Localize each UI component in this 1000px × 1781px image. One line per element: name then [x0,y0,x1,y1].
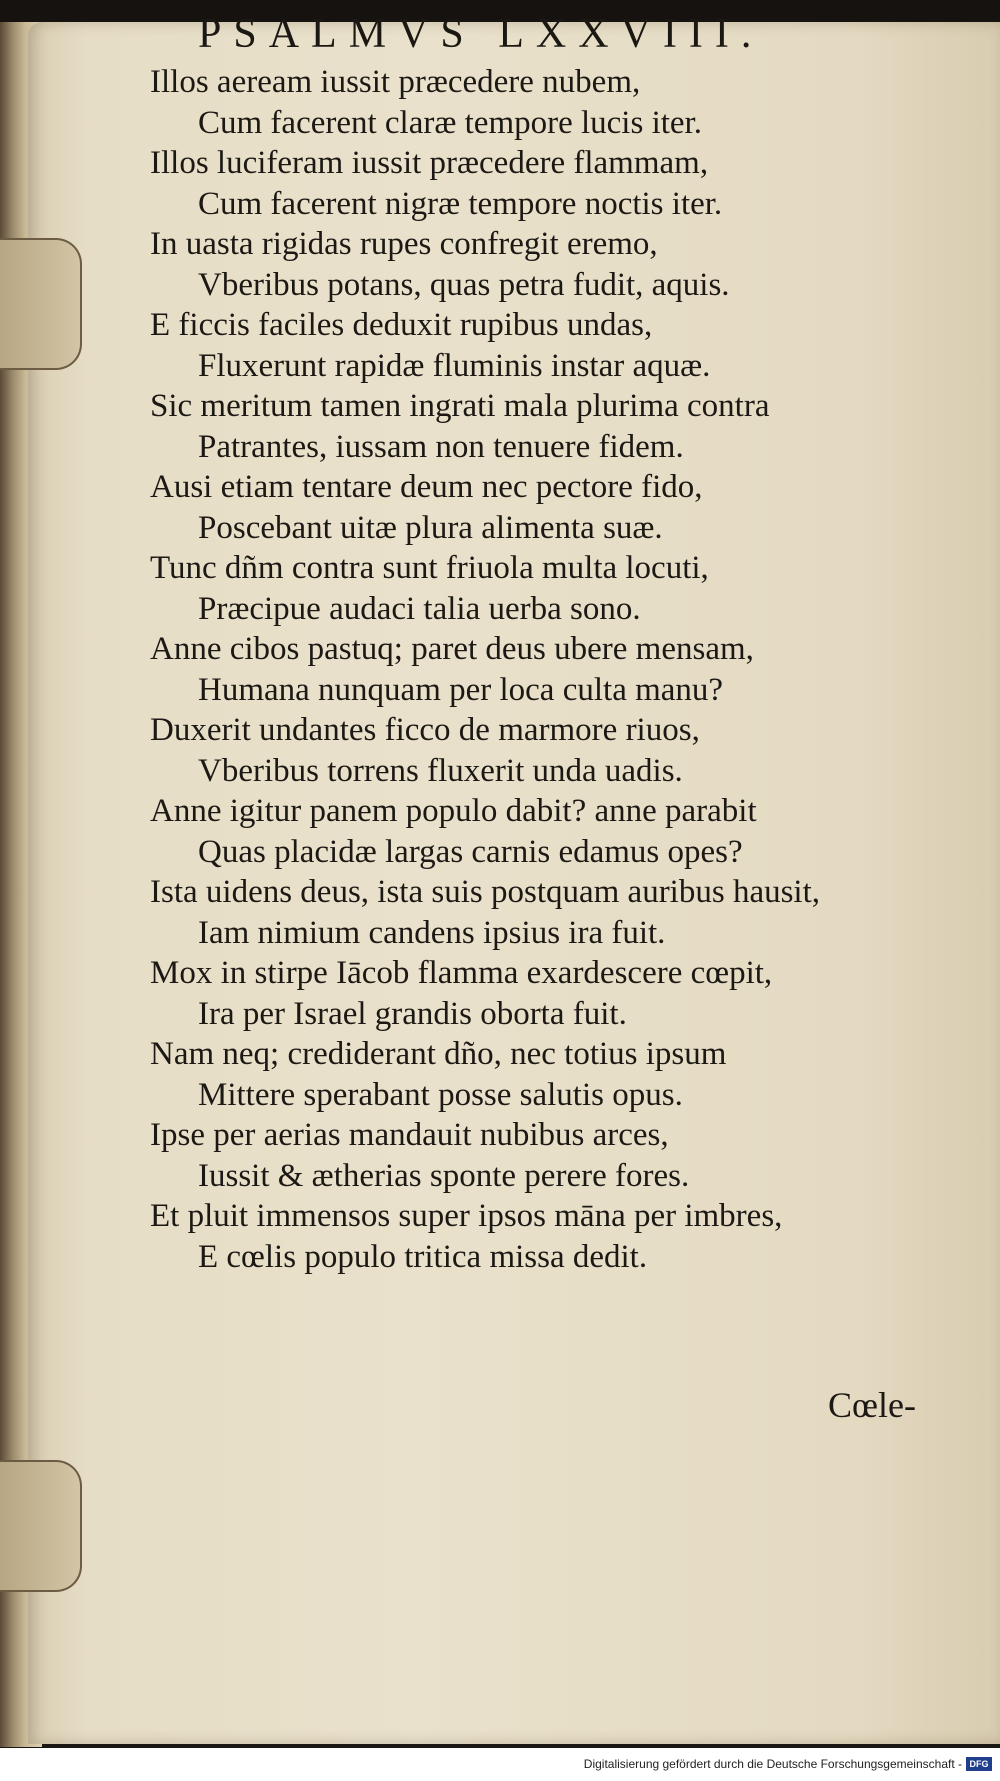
verse-line: Poscebant uitæ plura alimenta suæ. [198,509,663,546]
verse-line: Nam neq; crediderant dño, nec totius ipsum [150,1036,727,1072]
verse-line: Tunc dñm contra sunt friuola multa locuti, [150,550,709,586]
verse-line: Iam nimium candens ipsius ira fuit. [198,914,666,951]
verse-line: Patrantes, iussam non tenuere fidem. [198,428,684,465]
verse-line: Iussit & ætherias sponte perere fores. [198,1157,690,1194]
verse-line: Anne cibos pastuq; paret deus ubere mensam, [150,631,754,667]
verse-line: In uasta rigidas rupes confregit eremo, [150,226,658,262]
verse-line: Et pluit immensos super ipsos māna per imbres, [150,1198,783,1234]
verse-line: Ista uidens deus, ista suis postquam auribus hausit, [150,874,821,910]
funding-credit: Digitalisierung gefördert durch die Deutsche Forschungsgemeinschaft - [583,1757,962,1771]
verse-line: Vberibus torrens fluxerit unda uadis. [198,752,683,789]
verse-line: Mox in stirpe Iācob flamma exardescere cœpit, [150,955,773,991]
psalm-verse-block [150,62,910,1277]
catchword: Cœle- [828,1385,916,1425]
verse-line: E ficcis faciles deduxit rupibus undas, [150,307,653,343]
verse-line: Illos luciferam iussit præcedere flammam, [150,145,709,181]
verse-line: Cum facerent claræ tempore lucis iter. [198,104,702,141]
verse-line: Quas placidæ largas carnis edamus opes? [198,833,743,870]
verse-line: Sic meritum tamen ingrati mala plurima contra [150,388,770,424]
verse-line: Vberibus potans, quas petra fudit, aquis. [198,266,730,303]
page-tab-lower [0,1460,82,1592]
page-tab-upper [0,238,82,370]
verse-line: Fluxerunt rapidæ fluminis instar aquæ. [198,347,711,384]
dfg-logo-icon: DFG [966,1757,992,1771]
verse-line: E cœlis populo tritica missa dedit. [198,1238,648,1275]
verse-line: Illos aeream iussit præcedere nubem, [150,64,641,100]
verse-line: Duxerit undantes ficco de marmore riuos, [150,712,700,748]
verse-line: Præcipue audaci talia uerba sono. [198,590,641,627]
verse-line: Mittere sperabant posse salutis opus. [198,1076,683,1113]
verse-line: Humana nunquam per loca culta manu? [198,671,724,708]
verse-line: Ipse per aerias mandauit nubibus arces, [150,1117,669,1153]
digitization-footer [0,1748,1000,1781]
running-title: PSALMVS LXXVIII. [198,11,764,57]
verse-line: Anne igitur panem populo dabit? anne parabit [150,793,757,829]
verse-line: Ira per Israel grandis oborta fuit. [198,995,627,1032]
verse-line: Ausi etiam tentare deum nec pectore fido, [150,469,703,505]
verse-line: Cum facerent nigræ tempore noctis iter. [198,185,723,222]
